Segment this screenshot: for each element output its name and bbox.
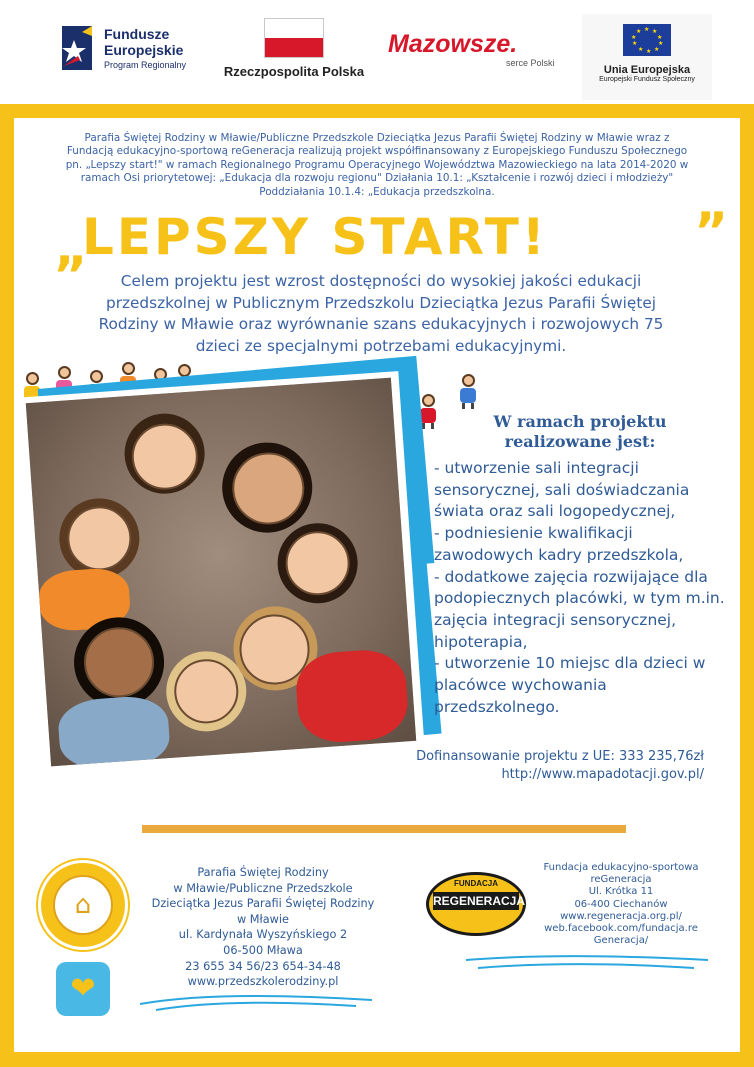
rzeczpospolita-text: Rzeczpospolita Polska xyxy=(223,64,365,79)
eu-text-line1: Unia Europejska xyxy=(603,64,691,76)
goal-paragraph: Celem projektu jest wzrost dostępności do wysokiej jakości edukacji przedszkolnej w Publicznym Przedszkolu Dzieciątka Jezus Parafii Świętej Rodziny w Mławie oraz wyrównanie szans edukacyjnych i rozwojowych 75 dzieci ze specjalnymi potrzebami edukacyjnymi. xyxy=(98,272,664,355)
parish-contact-line: 23 655 34 56/23 654-34-48 xyxy=(185,959,341,973)
mazowsze-sub: serce Polski xyxy=(506,58,555,68)
fundusze-europejskie-logo xyxy=(60,22,200,82)
project-heading xyxy=(470,412,690,452)
title-close-quote: ” xyxy=(694,202,729,262)
project-list xyxy=(434,458,734,718)
parish-website-link[interactable]: www.przedszkolerodziny.pl xyxy=(187,975,339,989)
poster-title xyxy=(54,202,729,278)
project-heading-line2: realizowane jest: xyxy=(504,432,656,451)
foundation-facebook-link[interactable]: web.facebook.com/fundacja.re xyxy=(544,923,698,935)
regeneracja-logo-top: FUNDACJA xyxy=(454,879,498,888)
title-open-quote: „ xyxy=(54,218,89,278)
foundation-website-link[interactable]: www.regeneracja.org.pl/ xyxy=(560,910,682,922)
foundation-contact-line: Ul. Krótka 11 xyxy=(588,886,654,898)
foundation-facebook-link-cont[interactable]: Generacja/ xyxy=(593,935,649,947)
project-list-item: - podniesienie kwalifikacji zawodowych kadry przedszkola, xyxy=(434,524,684,564)
eu-logo xyxy=(582,14,712,100)
title-main: LEPSZY START! xyxy=(82,208,548,266)
foundation-contact-line: reGeneracja xyxy=(590,874,652,886)
frame-bottom xyxy=(0,1052,754,1067)
mazowsze-logo xyxy=(388,30,568,80)
regeneracja-logo xyxy=(426,872,526,936)
parish-contact-line: ul. Kardynała Wyszyńskiego 2 xyxy=(178,928,348,942)
eu-text-line2: Europejski Fundusz Społeczny xyxy=(599,76,695,83)
children-photo xyxy=(26,378,416,767)
parish-contact-line: w Mławie/Publiczne Przedszkole xyxy=(173,881,353,895)
church-icon: ⌂ xyxy=(53,875,113,935)
funding-link[interactable]: http://www.mapadotacji.gov.pl/ xyxy=(501,767,704,782)
foundation-contact-line: 06-400 Ciechanów xyxy=(574,898,668,910)
frame-right xyxy=(740,104,754,1067)
kid-figure xyxy=(420,394,438,430)
eu-flag-icon: ★ ★ ★ ★ ★ ★ ★ ★ ★ ★ xyxy=(623,24,671,56)
parish-contact-line: Parafia Świętej Rodziny xyxy=(197,866,329,879)
mazowsze-name: Mazowsze. xyxy=(388,30,518,58)
preschool-app-icon: ❤ xyxy=(56,962,110,1016)
parish-contact xyxy=(136,865,390,990)
polish-flag-icon xyxy=(264,18,324,58)
section-divider xyxy=(142,825,626,833)
rzeczpospolita-logo xyxy=(214,18,374,84)
fundusze-line1: Fundusze xyxy=(104,26,170,42)
swoosh-decoration xyxy=(136,990,376,1014)
parish-contact-line: 06-500 Mława xyxy=(223,943,303,957)
fundusze-line2: Europejskie xyxy=(104,42,184,58)
regeneracja-logo-main: REGENERACJA xyxy=(433,894,526,908)
project-list-item: - dodatkowe zajęcia rozwijające dla podopiecznych placówki, w tym m.in. zajęcia integracji sensorycznej, hipoterapia, xyxy=(434,567,725,651)
project-list-item: - utworzenie sali integracji sensorycznej, sali doświadczania świata oraz sali logopedycznej, xyxy=(434,459,690,521)
project-list-item: - utworzenie 10 miejsc dla dzieci w placówce wychowania przedszkolnego. xyxy=(434,654,706,716)
kid-figure xyxy=(460,374,478,410)
foundation-contact-line: Fundacja edukacyjno-sportowa xyxy=(543,862,699,873)
frame-top xyxy=(0,104,754,118)
foundation-contact xyxy=(528,862,714,947)
parish-contact-line: Dzieciątka Jezus Parafii Świętej Rodziny xyxy=(151,897,375,911)
project-heading-line1: W ramach projektu xyxy=(493,412,667,431)
parish-contact-line: w Mławie xyxy=(236,912,290,926)
funding-info xyxy=(370,748,704,784)
swoosh-decoration xyxy=(462,952,712,976)
frame-left xyxy=(0,104,14,1067)
funding-amount: Dofinansowanie projektu z UE: 333 235,76zł xyxy=(416,749,704,764)
intro-paragraph: Parafia Świętej Rodziny w Mławie/Publiczne Przedszkole Dzieciątka Jezus Parafii Świętej Rodziny w Mławie wraz z Fundacją edukacyjno-sportową reGeneracja realizują projekt współfinansowany z Europejskiego Funduszu Społecznego pn. „Lepszy start!" w ramach Regionalnego Programu Operacyjnego Województwa Mazowieckiego na lata 2014-2020 w ramach Osi priorytetowej: „Edukacja dla rozwoju regionu" Działania 10.1: „Kształcenie i rozwój dzieci i młodzieży" Poddziałania 10.1.4: „Edukacja przedszkolna. xyxy=(65,132,689,198)
fundusze-star-icon xyxy=(60,22,98,74)
logo-bar xyxy=(0,0,754,104)
fundusze-line3: Program Regionalny xyxy=(104,60,187,70)
parish-seal-logo xyxy=(38,860,128,950)
